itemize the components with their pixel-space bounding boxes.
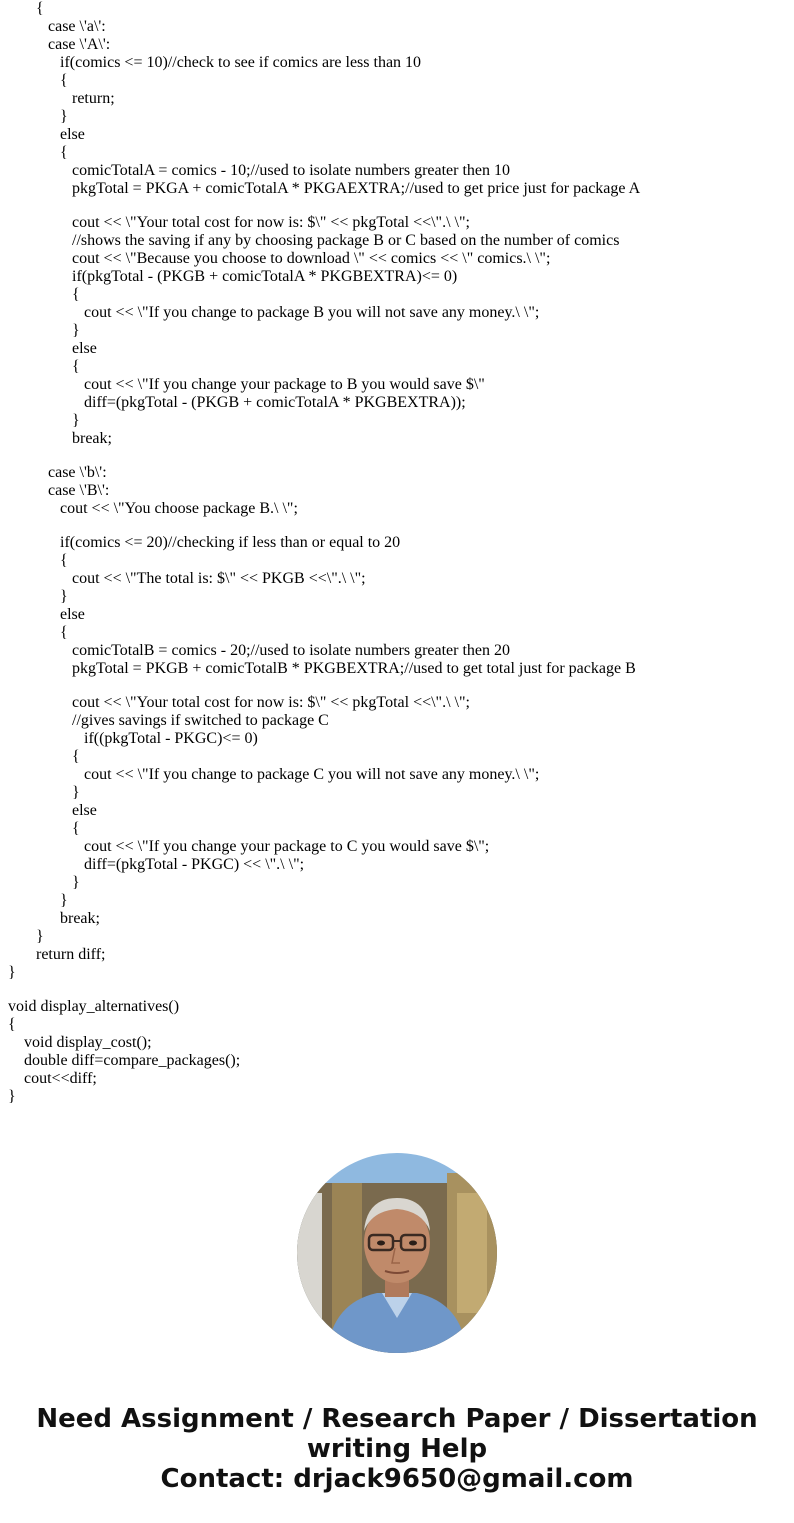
code-line: diff=(pkgTotal - PKGC) << \".\ \"; xyxy=(84,856,305,873)
code-line: } xyxy=(60,588,68,605)
code-line: comicTotalB = comics - 20;//used to isolate numbers greater then 20 xyxy=(72,642,511,659)
code-line: else xyxy=(60,126,85,143)
code-line: return diff; xyxy=(36,946,106,963)
code-line: case \'b\': xyxy=(48,464,107,481)
code-line: { xyxy=(72,820,80,837)
code-line: void display_cost(); xyxy=(24,1034,152,1051)
code-line: cout << \"If you change your package to B you would save $\" xyxy=(84,376,485,393)
code-line: } xyxy=(72,874,80,891)
person-portrait-icon xyxy=(297,1153,497,1353)
code-line xyxy=(8,198,788,214)
code-line: cout<<diff; xyxy=(24,1070,97,1087)
code-line: comicTotalA = comics - 10;//used to isolate numbers greater then 10 xyxy=(72,162,511,179)
code-line: //gives savings if switched to package C xyxy=(72,712,329,729)
code-line: cout << \"If you change to package B you will not save any money.\ \"; xyxy=(84,304,540,321)
code-line: { xyxy=(60,624,68,641)
code-line: diff=(pkgTotal - (PKGB + comicTotalA * PKGBEXTRA)); xyxy=(84,394,466,411)
code-line: { xyxy=(72,358,80,375)
code-line: pkgTotal = PKGA + comicTotalA * PKGAEXTRA;//used to get price just for package A xyxy=(72,180,641,197)
code-line: else xyxy=(60,606,85,623)
code-line: cout << \"The total is: $\" << PKGB <<\".\ \"; xyxy=(72,570,366,587)
code-listing xyxy=(8,0,788,1106)
code-line: pkgTotal = PKGB + comicTotalB * PKGBEXTRA;//used to get total just for package B xyxy=(72,660,636,677)
code-line: cout << \"Your total cost for now is: $\" << pkgTotal <<\".\ \"; xyxy=(72,694,470,711)
code-line: } xyxy=(8,1088,16,1105)
code-line: cout << \"If you change to package C you will not save any money.\ \"; xyxy=(84,766,540,783)
code-line: else xyxy=(72,802,97,819)
code-line: if(comics <= 10)//check to see if comics are less than 10 xyxy=(60,54,422,71)
code-line: if(comics <= 20)//checking if less than or equal to 20 xyxy=(60,534,401,551)
code-line: } xyxy=(60,892,68,909)
promo-banner xyxy=(0,1404,794,1494)
code-line: if((pkgTotal - PKGC)<= 0) xyxy=(84,730,258,747)
code-line xyxy=(8,448,788,464)
code-line: case \'B\': xyxy=(48,482,110,499)
code-line xyxy=(8,678,788,694)
code-line: { xyxy=(72,748,80,765)
promo-line-2: writing Help xyxy=(306,1434,488,1464)
code-line: } xyxy=(8,964,16,981)
code-line: else xyxy=(72,340,97,357)
code-line: cout << \"You choose package B.\ \"; xyxy=(60,500,298,517)
code-line: } xyxy=(36,928,44,945)
code-line xyxy=(8,518,788,534)
code-line xyxy=(8,982,788,998)
code-line: } xyxy=(72,322,80,339)
code-line: { xyxy=(36,0,44,17)
code-line: { xyxy=(60,144,68,161)
code-line: { xyxy=(60,552,68,569)
code-line: { xyxy=(8,1016,16,1033)
code-line: break; xyxy=(72,430,112,447)
code-line: //shows the saving if any by choosing package B or C based on the number of comics xyxy=(72,232,620,249)
profile-photo xyxy=(297,1153,497,1353)
promo-contact: Contact: drjack9650@gmail.com xyxy=(160,1464,634,1494)
code-line: cout << \"Your total cost for now is: $\" << pkgTotal <<\".\ \"; xyxy=(72,214,470,231)
code-line: } xyxy=(72,784,80,801)
code-line: double diff=compare_packages(); xyxy=(24,1052,241,1069)
code-line: case \'a\': xyxy=(48,18,106,35)
code-line: if(pkgTotal - (PKGB + comicTotalA * PKGBEXTRA)<= 0) xyxy=(72,268,458,285)
promo-line-1: Need Assignment / Research Paper / Dissertation xyxy=(36,1404,758,1434)
code-line: return; xyxy=(72,90,115,107)
code-line: cout << \"If you change your package to C you would save $\"; xyxy=(84,838,490,855)
code-line: { xyxy=(72,286,80,303)
code-line: } xyxy=(72,412,80,429)
code-line: case \'A\': xyxy=(48,36,111,53)
code-line: } xyxy=(60,108,68,125)
code-line: break; xyxy=(60,910,100,927)
code-line: void display_alternatives() xyxy=(8,998,180,1015)
code-line: cout << \"Because you choose to download \" << comics << \" comics.\ \"; xyxy=(72,250,551,267)
code-line: { xyxy=(60,72,68,89)
